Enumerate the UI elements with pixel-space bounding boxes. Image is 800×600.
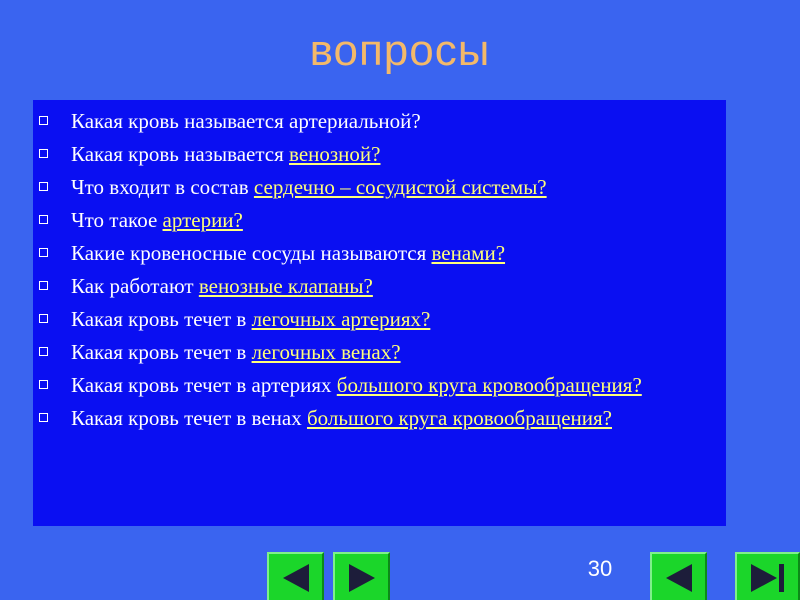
- checkbox-bullet-icon: [39, 347, 48, 356]
- question-link[interactable]: легочных венах?: [251, 340, 401, 364]
- question-text: Какая кровь течет в: [71, 307, 252, 331]
- question-item: [33, 370, 726, 400]
- checkbox-bullet-icon: [39, 413, 48, 422]
- triangle-right-icon: [349, 564, 375, 592]
- end-bar-icon: [779, 564, 784, 592]
- question-item: [33, 403, 726, 433]
- slide-title: вопросы: [309, 26, 491, 75]
- question-item: [33, 304, 726, 334]
- end-show-button[interactable]: [735, 552, 800, 600]
- question-link[interactable]: легочных артериях?: [251, 307, 431, 331]
- question-text: Что такое: [71, 208, 163, 232]
- question-link[interactable]: венозной?: [289, 142, 381, 166]
- question-text: Какие кровеносные сосуды называются: [71, 241, 432, 265]
- question-item: [33, 172, 726, 202]
- back-button[interactable]: [650, 552, 707, 600]
- question-text: Какая кровь течет в артериях: [71, 373, 337, 397]
- question-link[interactable]: большого круга кровообращения?: [336, 373, 642, 397]
- question-item: [33, 238, 726, 268]
- page-number: 30: [587, 556, 613, 581]
- checkbox-bullet-icon: [39, 215, 48, 224]
- checkbox-bullet-icon: [39, 281, 48, 290]
- question-text: Какая кровь течет в венах: [71, 406, 307, 430]
- question-link[interactable]: венами?: [431, 241, 506, 265]
- question-text: Какая кровь называется: [71, 142, 290, 166]
- skip-end-icon: [751, 564, 777, 592]
- question-text: Как работают: [71, 274, 199, 298]
- triangle-left-icon: [283, 564, 309, 592]
- question-text: Какая кровь называется артериальной?: [71, 109, 421, 133]
- question-link[interactable]: сердечно – сосудистой системы?: [253, 175, 547, 199]
- questions-list: [33, 100, 726, 433]
- question-text: Какая кровь течет в: [71, 340, 252, 364]
- question-item: [33, 337, 726, 367]
- checkbox-bullet-icon: [39, 149, 48, 158]
- question-text: Что входит в состав: [71, 175, 254, 199]
- question-item: [33, 106, 726, 136]
- question-link[interactable]: большого круга кровообращения?: [306, 406, 612, 430]
- triangle-left-icon: [666, 564, 692, 592]
- questions-panel: [33, 100, 726, 526]
- checkbox-bullet-icon: [39, 380, 48, 389]
- next-slide-button[interactable]: [333, 552, 390, 600]
- checkbox-bullet-icon: [39, 116, 48, 125]
- question-link[interactable]: артерии?: [162, 208, 243, 232]
- question-item: [33, 139, 726, 169]
- checkbox-bullet-icon: [39, 314, 48, 323]
- question-link[interactable]: венозные клапаны?: [198, 274, 373, 298]
- prev-slide-button[interactable]: [267, 552, 324, 600]
- question-item: [33, 205, 726, 235]
- checkbox-bullet-icon: [39, 182, 48, 191]
- question-item: [33, 271, 726, 301]
- checkbox-bullet-icon: [39, 248, 48, 257]
